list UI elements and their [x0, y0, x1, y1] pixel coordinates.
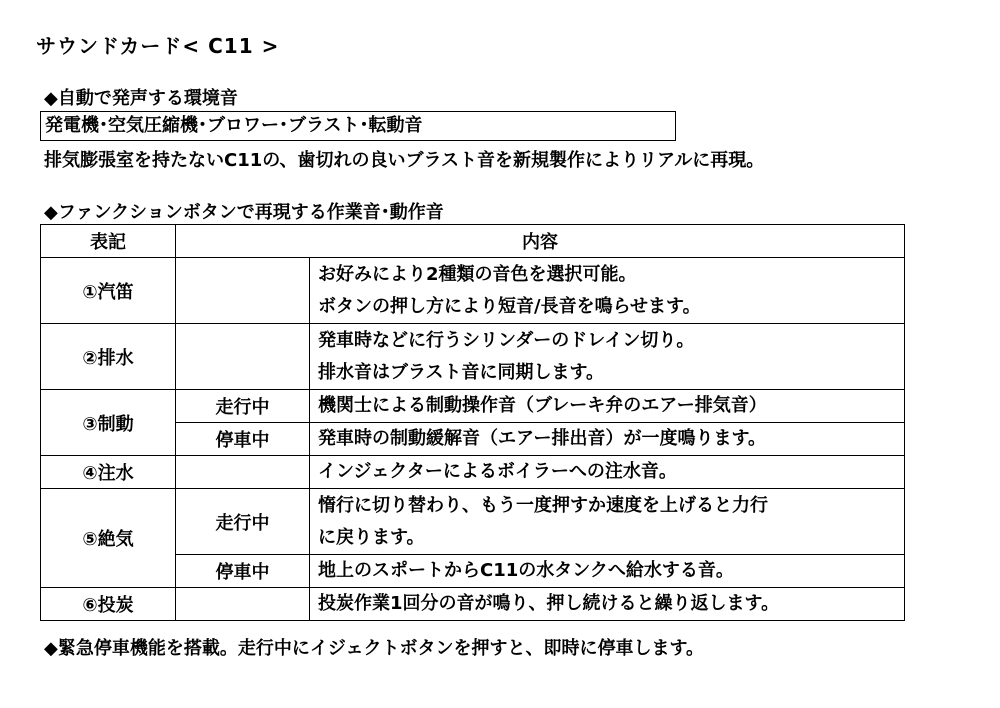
blast-description: 排気膨張室を持たないC11の、歯切れの良いブラスト音を新規製作によりリアルに再現。	[44, 150, 765, 171]
row-state: 走行中	[176, 489, 310, 555]
header-label: 表記	[41, 225, 176, 258]
table-row	[41, 588, 905, 621]
row-state-empty	[176, 258, 310, 324]
row-state: 走行中	[176, 390, 310, 423]
content-line: 排水音はブラスト音に同期します。	[318, 361, 605, 383]
row-label: ⑥投炭	[41, 588, 176, 621]
table-header-row	[41, 225, 905, 258]
row-label: ④注水	[41, 456, 176, 489]
row-state-empty	[176, 588, 310, 621]
table-row	[41, 390, 905, 423]
row-label: ①汽笛	[41, 258, 176, 324]
content-line: 発車時などに行うシリンダーのドレイン切り。	[318, 329, 695, 351]
content-line: お好みにより2種類の音色を選択可能。	[318, 263, 637, 285]
row-content	[310, 324, 905, 390]
row-content: 発車時の制動緩解音（エアー排出音）が一度鳴ります。	[310, 423, 905, 456]
page-title: サウンドカード< C11 >	[36, 34, 280, 58]
row-label: ③制動	[41, 390, 176, 456]
row-content: 地上のスポートからC11の水タンクへ給水する音。	[310, 555, 905, 588]
row-content	[310, 489, 905, 555]
row-label: ⑤絶気	[41, 489, 176, 588]
row-state: 停車中	[176, 423, 310, 456]
row-content: 投炭作業1回分の音が鳴り、押し続けると繰り返します。	[310, 588, 905, 621]
emergency-stop-note: ◆緊急停車機能を搭載。走行中にイジェクトボタンを押すと、即時に停車します。	[44, 638, 705, 659]
section-heading-auto-sounds: ◆自動で発声する環境音	[44, 88, 238, 109]
section-heading-function-sounds: ◆ファンクションボタンで再現する作業音･動作音	[44, 202, 444, 223]
table-row	[41, 258, 905, 324]
row-content: インジェクターによるボイラーへの注水音。	[310, 456, 905, 489]
content-line: 惰行に切り替わり、もう一度押すか速度を上げると力行	[318, 494, 768, 516]
row-content	[310, 258, 905, 324]
table-row	[41, 324, 905, 390]
function-table	[40, 224, 905, 621]
row-state-empty	[176, 456, 310, 489]
content-line: に戻ります。	[318, 526, 425, 548]
row-state: 停車中	[176, 555, 310, 588]
row-label: ②排水	[41, 324, 176, 390]
auto-sounds-list: 発電機･空気圧縮機･ブロワー･ブラスト･転動音	[40, 111, 676, 141]
header-content: 内容	[176, 225, 905, 258]
table-row	[41, 456, 905, 489]
content-line: ボタンの押し方により短音/長音を鳴らせます。	[318, 295, 701, 317]
table-row	[41, 489, 905, 555]
row-state-empty	[176, 324, 310, 390]
row-content: 機関士による制動操作音（ブレーキ弁のエアー排気音）	[310, 390, 905, 423]
